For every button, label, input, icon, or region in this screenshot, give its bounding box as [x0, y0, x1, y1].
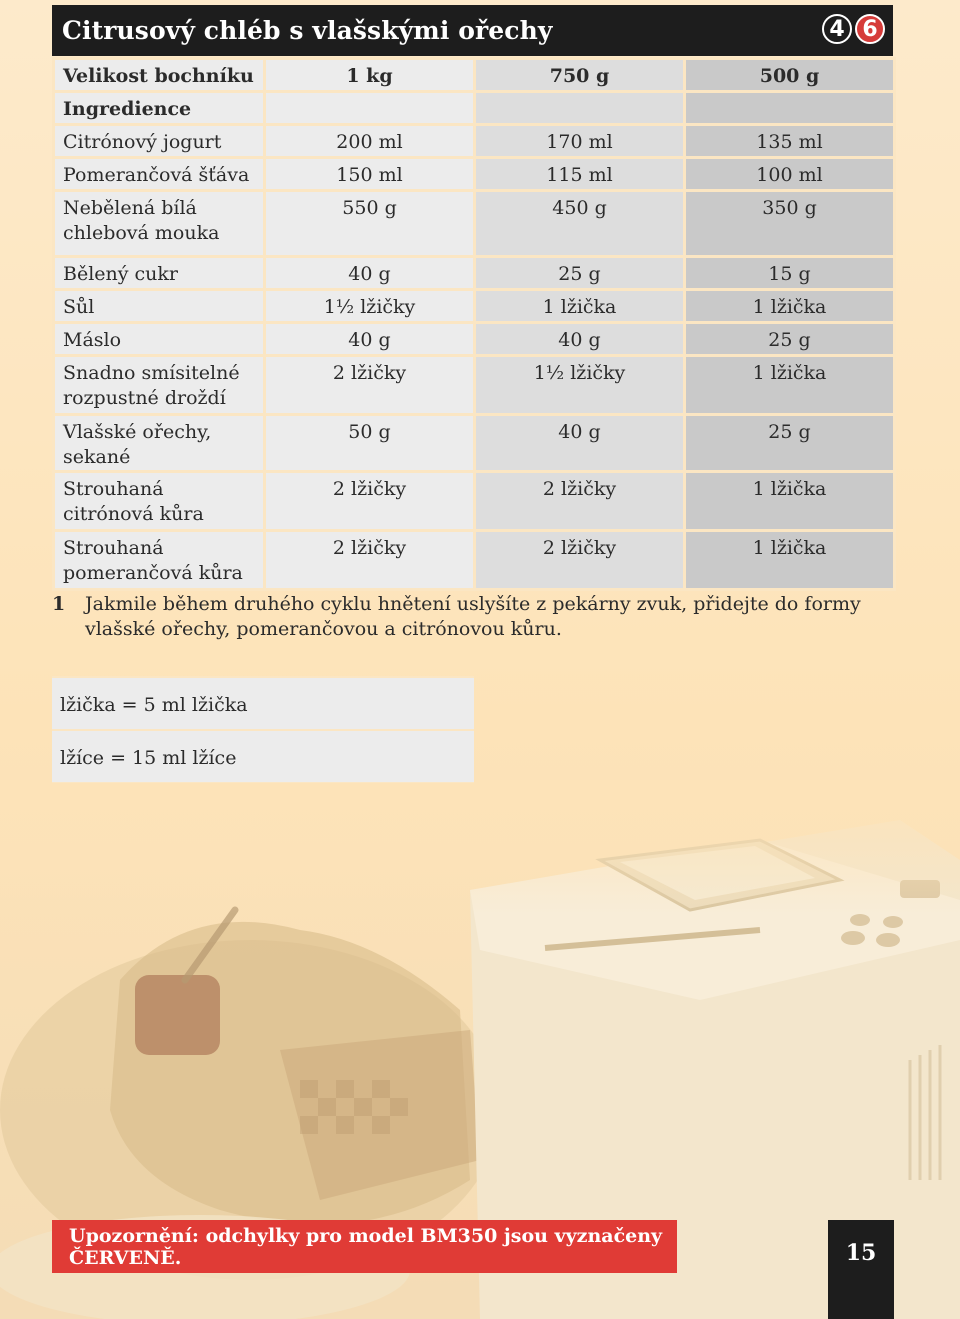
amount-750g: 40 g	[475, 415, 685, 472]
table-row	[54, 356, 895, 415]
ingredient-name: Snadno smísitelné rozpustné droždí	[54, 356, 265, 415]
warning-text: Upozornění: odchylky pro model BM350 jsou vyznačeny ČERVENĚ.	[69, 1224, 663, 1269]
amount-500g: 1 lžička	[685, 531, 895, 590]
table-row	[54, 472, 895, 531]
ingredient-name: Strouhaná citrónová kůra	[54, 472, 265, 531]
table-row	[54, 415, 895, 472]
table-row	[54, 531, 895, 590]
measure-teaspoon: lžička = 5 ml lžička	[52, 678, 474, 729]
amount-1kg: 2 lžičky	[265, 472, 475, 531]
amount-750g: 25 g	[475, 257, 685, 290]
loaf-size-row	[54, 59, 895, 92]
ingredients-header-blank-1	[265, 92, 475, 125]
loaf-size-label: Velikost bochníku	[54, 59, 265, 92]
amount-1kg: 150 ml	[265, 158, 475, 191]
amount-500g: 1 lžička	[685, 356, 895, 415]
recipe-title-bar	[52, 5, 893, 56]
table-row	[54, 125, 895, 158]
ingredients-label: Ingredience	[54, 92, 265, 125]
amount-500g: 15 g	[685, 257, 895, 290]
amount-1kg: 40 g	[265, 257, 475, 290]
amount-750g: 115 ml	[475, 158, 685, 191]
ingredient-name: Vlašské ořechy, sekané	[54, 415, 265, 472]
amount-500g: 100 ml	[685, 158, 895, 191]
ingredient-name: Nebělená bílá chlebová mouka	[54, 191, 265, 257]
model-badges	[822, 14, 885, 44]
amount-1kg: 200 ml	[265, 125, 475, 158]
table-row	[54, 323, 895, 356]
size-500g: 500 g	[685, 59, 895, 92]
amount-750g: 1½ lžičky	[475, 356, 685, 415]
warning-banner	[52, 1220, 677, 1273]
measure-tablespoon: lžíce = 15 ml lžíce	[52, 731, 474, 782]
amount-1kg: 50 g	[265, 415, 475, 472]
amount-1kg: 2 lžičky	[265, 356, 475, 415]
ingredients-header-blank-3	[685, 92, 895, 125]
ingredient-name: Bělený cukr	[54, 257, 265, 290]
amount-750g: 2 lžičky	[475, 531, 685, 590]
size-750g: 750 g	[475, 59, 685, 92]
ingredients-header-blank-2	[475, 92, 685, 125]
amount-500g: 25 g	[685, 415, 895, 472]
amount-500g: 350 g	[685, 191, 895, 257]
amount-750g: 2 lžičky	[475, 472, 685, 531]
ingredients-header-row	[54, 92, 895, 125]
page-number-box	[828, 1220, 894, 1319]
ingredient-name: Máslo	[54, 323, 265, 356]
recipe-table	[52, 57, 896, 591]
table-row	[54, 290, 895, 323]
amount-1kg: 550 g	[265, 191, 475, 257]
page-number: 15	[845, 1240, 877, 1266]
ingredient-name: Sůl	[54, 290, 265, 323]
table-row	[54, 191, 895, 257]
table-row	[54, 257, 895, 290]
amount-500g: 1 lžička	[685, 472, 895, 531]
amount-1kg: 40 g	[265, 323, 475, 356]
ingredient-name: Pomerančová šťáva	[54, 158, 265, 191]
amount-500g: 135 ml	[685, 125, 895, 158]
model-badge-4: 4	[822, 14, 852, 44]
amount-1kg: 1½ lžičky	[265, 290, 475, 323]
amount-750g: 40 g	[475, 323, 685, 356]
model-badge-6: 6	[855, 14, 885, 44]
amount-500g: 1 lžička	[685, 290, 895, 323]
ingredient-name: Citrónový jogurt	[54, 125, 265, 158]
table-row	[54, 158, 895, 191]
amount-750g: 170 ml	[475, 125, 685, 158]
amount-750g: 1 lžička	[475, 290, 685, 323]
amount-750g: 450 g	[475, 191, 685, 257]
amount-500g: 25 g	[685, 323, 895, 356]
amount-1kg: 2 lžičky	[265, 531, 475, 590]
ingredient-name: Strouhaná pomerančová kůra	[54, 531, 265, 590]
footnote-text: Jakmile během druhého cyklu hnětení uslyšíte z pekárny zvuk, přidejte do formy vlašské ořechy, pomerančovou a citrónovou kůru.	[85, 593, 861, 640]
footnote-number: 1	[52, 593, 66, 615]
measures-table	[52, 676, 474, 783]
recipe-title: Citrusový chléb s vlašskými ořechy	[62, 16, 553, 45]
size-1kg: 1 kg	[265, 59, 475, 92]
